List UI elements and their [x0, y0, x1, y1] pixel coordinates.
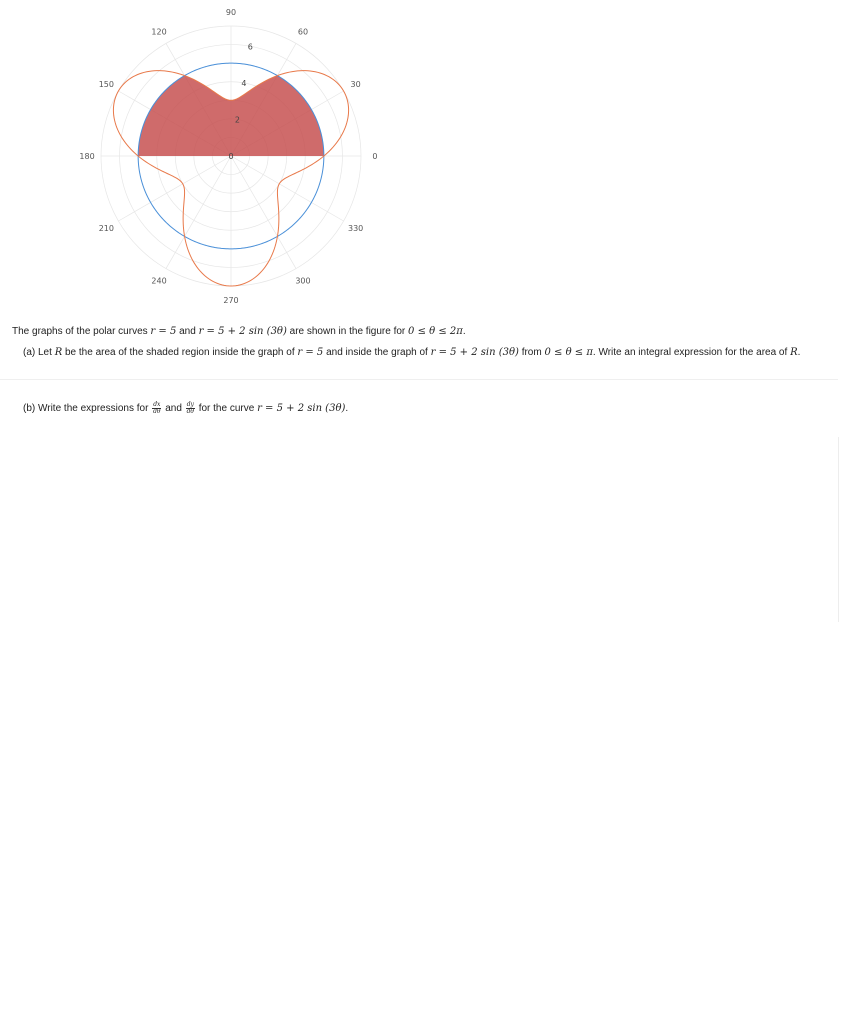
part-b-p2: and	[165, 403, 182, 415]
radial-tick-label: 0	[228, 152, 234, 161]
radial-tick-label: 6	[247, 42, 253, 52]
intro-p3: are shown in the figure for	[289, 326, 406, 337]
dy-numerator: dy	[186, 401, 194, 408]
intro-eq2: r = 5 + 2 sin (3θ)	[198, 326, 287, 337]
part-a-text	[23, 346, 828, 360]
grid-spoke	[118, 156, 231, 221]
intro-p4: .	[462, 326, 466, 337]
angle-tick-label: 0	[372, 152, 378, 161]
part-a-p4: from	[521, 347, 542, 358]
grid-spoke	[166, 156, 231, 269]
intro-text	[12, 325, 466, 339]
section-divider	[0, 379, 838, 380]
angle-tick-label: 30	[350, 80, 361, 90]
part-b-eq: r = 5 + 2 sin (3θ)	[257, 403, 346, 415]
part-a-eq2: r = 5 + 2 sin (3θ)	[430, 347, 519, 358]
angle-tick-label: 240	[151, 276, 167, 286]
angle-tick-label: 330	[348, 223, 364, 233]
angle-tick-label: 60	[297, 27, 309, 37]
dx-denominator: dθ	[153, 408, 161, 415]
right-edge-divider	[838, 437, 839, 622]
dx-dtheta-fraction	[152, 402, 161, 415]
polar-plot	[0, 0, 460, 310]
angle-tick-label: 120	[151, 27, 167, 37]
intro-range: 0 ≤ θ ≤ 2π	[408, 326, 463, 337]
polar-labels	[79, 8, 377, 305]
angle-tick-label: 210	[98, 223, 114, 233]
radial-tick-label: 2	[234, 115, 240, 125]
part-b-p1: (b) Write the expressions for	[23, 403, 149, 415]
part-b-text	[23, 402, 348, 416]
part-a-p3: and inside the graph of	[326, 347, 428, 358]
intro-p1: The graphs of the polar curves	[12, 326, 148, 337]
part-a-eq1: r = 5	[297, 347, 324, 358]
part-a-p5: . Write an integral expression for the	[592, 347, 754, 358]
part-a-p1: (a) Let	[23, 347, 52, 358]
part-b-p4: .	[345, 403, 349, 415]
angle-tick-label: 150	[98, 80, 114, 90]
part-a-p7: .	[797, 347, 801, 358]
part-a-R2: R	[790, 347, 798, 358]
dy-denominator: dθ	[186, 408, 195, 415]
part-a-p6: area of	[756, 347, 788, 358]
angle-tick-label: 180	[79, 152, 95, 161]
angle-tick-label: 270	[223, 295, 239, 305]
radial-tick-label: 4	[241, 78, 247, 88]
dx-numerator: dx	[153, 401, 161, 408]
part-a-R: R	[54, 347, 63, 358]
part-a-p2: be the area of the shaded region inside the graph of	[65, 347, 295, 358]
grid-spoke	[231, 156, 344, 221]
intro-p2: and	[179, 326, 196, 337]
angle-tick-label: 300	[295, 276, 311, 286]
grid-spoke	[231, 156, 296, 269]
part-b-p3: for the curve	[198, 403, 255, 415]
dy-dtheta-fraction	[186, 402, 195, 415]
angle-tick-label: 90	[225, 8, 237, 18]
intro-eq1: r = 5	[150, 326, 177, 337]
part-a-range: 0 ≤ θ ≤ π	[544, 347, 593, 358]
